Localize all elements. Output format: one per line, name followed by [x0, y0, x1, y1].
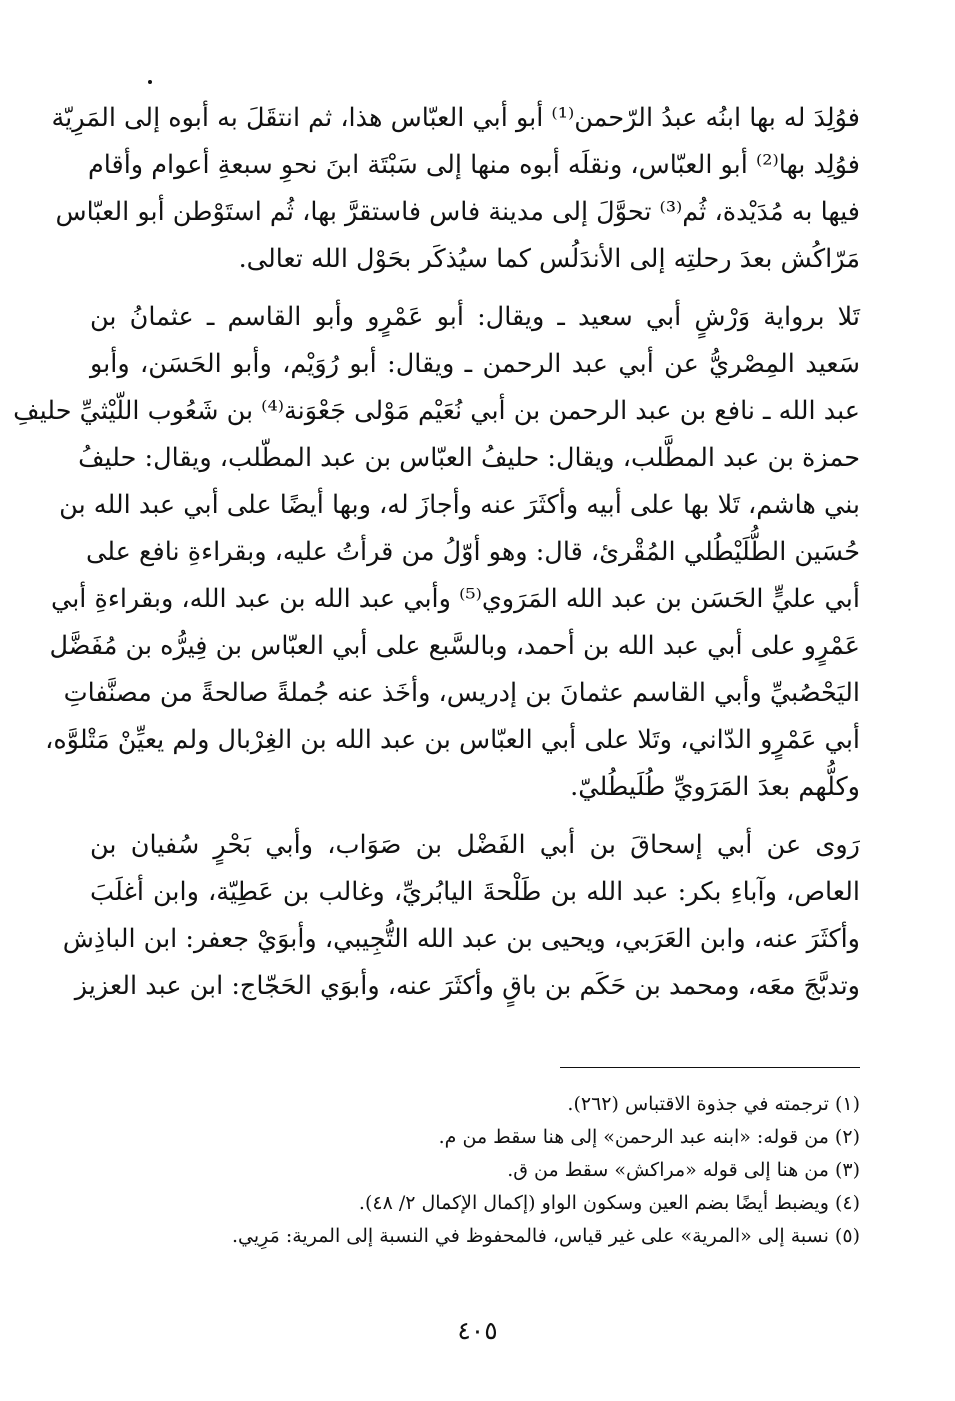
text-line: سَعيد المِصْريُّ عن أبي عبد الرحمن ـ ويقال: أبو رُوَيْم، وأبو الحَسَن، وأبو — [90, 349, 860, 379]
text-line: وأكثَرَ عنه، وابن العَرَبي، ويحيى بن عبد الله التُّجِيبي، وأبوَيْ جعفر: ابن الباذِش — [62, 924, 860, 954]
footnote-4: (٤) ويضبط أيضًا بضم العين وسكون الواو (إكمال الإكمال ٢/ ٤٨). — [358, 1192, 860, 1214]
footnotes — [90, 1088, 860, 1253]
footnote-1: (١) ترجمته في جذوة الاقتباس (٢٦٢). — [567, 1093, 860, 1115]
text-line: العاص، وآباءِ بكر: عبد الله بن طَلْحةَ اليابُريِّ، وغالب بن عَطِيّة، وابن أغلَبَ — [90, 877, 860, 907]
text-line: عَمْرٍو على أبي عبد الله بن أحمد، وبالسَّبع على أبي العبّاس بن فِيرُّه بن مُفَضَّل — [49, 631, 860, 661]
text-line: فوُلِد بها⁽²⁾ أبو العبّاس، ونقلَه أبوه منها إلى سَبْتَة ابنَ نحوِ سبعةِ أعوام وأقام — [87, 150, 860, 180]
footnote-3: (٣) من هنا إلى قوله «مراكش» سقط من ق. — [507, 1159, 860, 1181]
page-mark — [148, 80, 152, 84]
text-line: أبي عَمْرٍو الدّاني، وتَلا على أبي العبّاس بن عبد الله بن الغِرْبال ولم يعيِّنْ مَتْلوَّه، — [45, 725, 860, 755]
text-line: عبد الله ـ نافع بن عبد الرحمن بن أبي نُعَيْم مَوْلى جَعْوَنة⁽⁴⁾ بن شَعُوب اللّيْثيِّ حليفِ — [13, 396, 860, 426]
text-line: وتدبَّجَ معَه، ومحمد بن حَكَم بن باقٍ وأكثَرَ عنه، وأبوَي الحَجّاج: ابن عبد العزيز — [74, 971, 860, 1001]
text-line: فوُلِدَ له بها ابنُه عبدُ الرّحمن⁽¹⁾ أبو أبي العبّاس هذا، ثم انتقَلَ به أبوه إلى المَرِيّة — [51, 103, 860, 133]
paragraph-1 — [51, 95, 860, 283]
text-line: فيها به مُدَيْدة، ثُم⁽³⁾ تحوَّلَ إلى مدينة فاس فاستقرَّ بها، ثُم استَوْطن أبو العبّاس — [55, 197, 860, 227]
text-line: رَوى عن أبي إسحاقَ بن أبي الفَضْل بن صَوَاب، وأبي بَحْرٍ سُفيان بن — [90, 830, 860, 860]
page-number: ٤٠٥ — [457, 1316, 498, 1345]
footnote-separator — [560, 1067, 860, 1068]
text-line: وكلُّهم بعدَ المَرَويِّ طُلَيطُليّ. — [570, 772, 860, 802]
footnote-2: (٢) من قوله: «ابنه عبد الرحمن» إلى هنا سقط من م. — [438, 1126, 860, 1148]
paragraph-2 — [13, 294, 860, 811]
text-line: أبي عليٍّ الحَسَن بن عبد الله المَرَوي⁽⁵⁾ وأبي عبد الله بن عبد الله، وبقراءةِ أبي — [50, 584, 860, 614]
main-text — [13, 95, 860, 1021]
text-line: تَلا برواية وَرْشٍ أبي سعيد ـ ويقال: أبو عَمْرٍو وأبو القاسم ـ عثمانُ بن — [90, 302, 860, 332]
text-line: اليَحْصُبيِّ وأبي القاسم عثمانَ بن إدريس، وأخَذ عنه جُملةً صالحةً من مصنَّفاتِ — [63, 678, 860, 708]
footnote-5: (٥) نسبة إلى «المرية» على غير قياس، فالمحفوظ في النسبة إلى المرية: مَرِيي. — [231, 1225, 860, 1247]
text-line: حمزة بن عبد المطَّلب، ويقال: حليفُ العبّاس بن عبد المطّلب، ويقال: حليفُ — [78, 443, 860, 473]
text-line: مَرّاكُش بعدَ رحلتِه إلى الأندَلُس كما سيُذكَر بحَوْل الله تعالى. — [238, 244, 860, 274]
text-line: بني هاشم، تَلا بها على أبيه وأكثَرَ عنه وأجازَ له، وبها أيضًا على أبي عبد الله بن — [59, 490, 860, 520]
paragraph-3 — [62, 822, 860, 1010]
text-line: حُسَين الطُّلَيْطُلي المُقْرئ، قال: وهو أوّلُ من قرأتُ عليه، وبقراءةِ نافع على — [85, 537, 860, 567]
